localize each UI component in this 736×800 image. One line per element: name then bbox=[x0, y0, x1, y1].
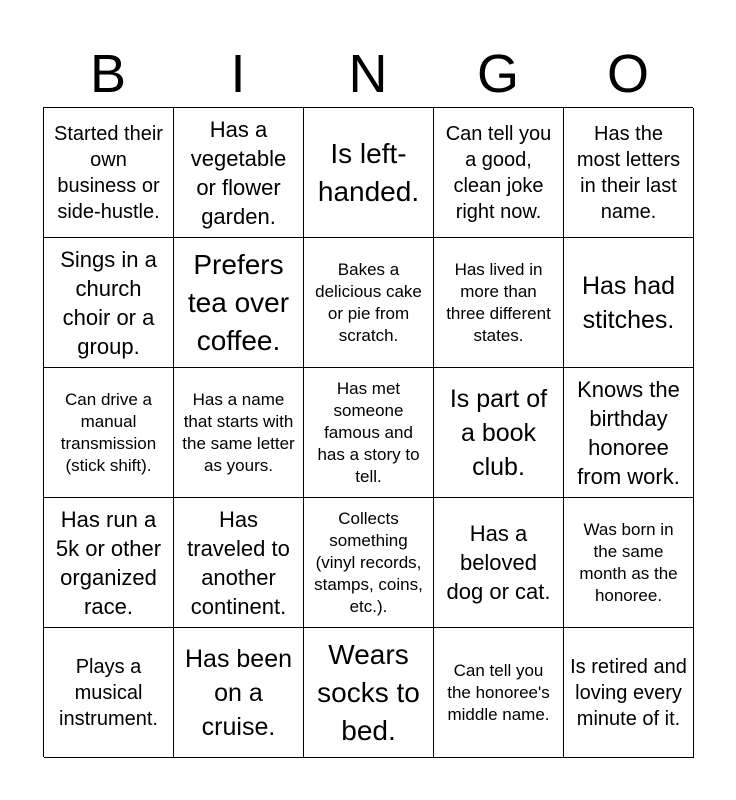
bingo-cell[interactable] bbox=[434, 368, 564, 498]
bingo-header bbox=[43, 42, 693, 106]
cell-text: Can tell you a good, clean joke right now. bbox=[445, 122, 552, 223]
bingo-cell[interactable] bbox=[44, 368, 174, 498]
cell-text: Bakes a delicious cake or pie from scratch. bbox=[315, 259, 422, 345]
header-letter-n: N bbox=[348, 44, 388, 104]
bingo-cell[interactable] bbox=[174, 238, 304, 368]
bingo-cell[interactable] bbox=[174, 498, 304, 628]
cell-text: Has had stitches. bbox=[581, 271, 676, 334]
bingo-cell[interactable] bbox=[434, 498, 564, 628]
cell-text: Has met someone famous and has a story to tell. bbox=[317, 378, 420, 486]
bingo-cell[interactable] bbox=[434, 108, 564, 238]
cell-text: Has the most letters in their last name. bbox=[576, 122, 681, 223]
bingo-cell[interactable] bbox=[44, 628, 174, 758]
cell-text: Has traveled to another continent. bbox=[187, 506, 290, 619]
bingo-cell[interactable] bbox=[564, 628, 694, 758]
header-letter-i: I bbox=[230, 44, 246, 104]
header-letter-g: G bbox=[476, 44, 519, 104]
bingo-cell[interactable] bbox=[304, 238, 434, 368]
cell-text: Wears socks to bed. bbox=[317, 638, 420, 746]
cell-text: Can drive a manual transmission (stick shift). bbox=[60, 389, 157, 475]
bingo-cell[interactable] bbox=[434, 238, 564, 368]
cell-text: Collects something (vinyl records, stamps, coins, etc.). bbox=[314, 508, 423, 616]
bingo-cell[interactable] bbox=[304, 368, 434, 498]
cell-text: Was born in the same month as the honoree. bbox=[579, 519, 678, 605]
header-letter-b: B bbox=[89, 44, 127, 104]
cell-text: Has lived in more than three different states. bbox=[446, 259, 551, 345]
bingo-cell[interactable] bbox=[174, 628, 304, 758]
bingo-cell[interactable] bbox=[174, 368, 304, 498]
bingo-card-grid bbox=[43, 107, 693, 757]
cell-text: Prefers tea over coffee. bbox=[187, 248, 290, 356]
bingo-cell[interactable] bbox=[304, 628, 434, 758]
cell-text: Has a vegetable or flower garden. bbox=[190, 116, 287, 229]
bingo-cell[interactable] bbox=[304, 108, 434, 238]
header-letter-o: O bbox=[606, 44, 649, 104]
cell-text: Is retired and loving every minute of it. bbox=[570, 655, 687, 730]
bingo-cell[interactable] bbox=[564, 108, 694, 238]
bingo-cell[interactable] bbox=[44, 498, 174, 628]
bingo-cell[interactable] bbox=[304, 498, 434, 628]
cell-text: Has a name that starts with the same letter as yours. bbox=[182, 389, 295, 475]
cell-text: Started their own business or side-hustle. bbox=[54, 122, 163, 223]
bingo-cell[interactable] bbox=[174, 108, 304, 238]
cell-text: Has a beloved dog or cat. bbox=[446, 521, 551, 604]
cell-text: Has run a 5k or other organized race. bbox=[55, 506, 162, 619]
cell-text: Is left-handed. bbox=[317, 137, 420, 207]
bingo-cell[interactable] bbox=[44, 238, 174, 368]
cell-text: Is part of a book club. bbox=[449, 384, 548, 481]
cell-text: Sings in a church choir or a group. bbox=[60, 246, 157, 359]
bingo-cell[interactable] bbox=[44, 108, 174, 238]
cell-text: Knows the birthday honoree from work. bbox=[577, 376, 680, 489]
cell-text: Plays a musical instrument. bbox=[59, 655, 158, 730]
bingo-cell[interactable] bbox=[564, 498, 694, 628]
bingo-cell[interactable] bbox=[564, 368, 694, 498]
cell-text: Can tell you the honoree's middle name. bbox=[447, 660, 550, 724]
bingo-cell[interactable] bbox=[434, 628, 564, 758]
cell-text: Has been on a cruise. bbox=[184, 644, 293, 741]
bingo-cell[interactable] bbox=[564, 238, 694, 368]
